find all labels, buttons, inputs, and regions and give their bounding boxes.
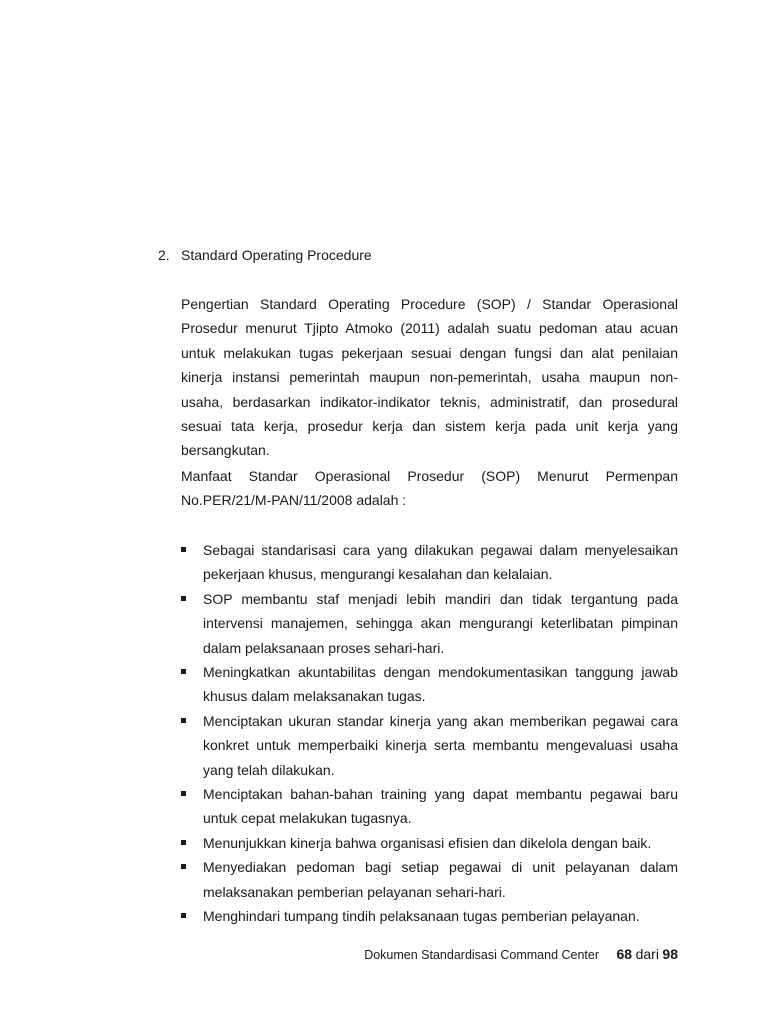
list-item xyxy=(181,587,678,660)
list-item xyxy=(181,709,678,782)
list-item xyxy=(181,904,678,928)
bullet-square-icon xyxy=(181,831,203,855)
bullet-square-icon xyxy=(181,538,203,587)
list-item xyxy=(181,855,678,904)
list-item-text: SOP membantu staf menjadi lebih mandiri dan tidak tergantung pada intervensi manajemen, sehingga akan mengurangi keterlibatan pimpinan dalam pelaksanaan proses sehari-hari. xyxy=(203,590,678,656)
section-heading xyxy=(158,245,678,265)
bullet-square-icon xyxy=(181,855,203,904)
definition-paragraph: Pengertian Standard Operating Procedure (SOP) / Standar Operasional Prosedur menurut Tjipto Atmoko (2011) adalah suatu pedoman atau acuan untuk melakukan tugas pekerjaan sesuai dengan fungsi dan alat penilaian kinerja instansi pemerintah maupun non-pemerintah, usaha maupun non-usaha, berdasarkan indikator-indikator teknis, administratif, dan prosedural sesuai tata kerja, prosedur kerja dan sistem kerja pada unit kerja yang bersangkutan. xyxy=(181,296,678,459)
footer-document-title: Dokumen Standardisasi Command Center xyxy=(364,948,600,962)
list-item-text: Meningkatkan akuntabilitas dengan mendokumentasikan tanggung jawab khusus dalam melaksanakan tugas. xyxy=(203,664,678,705)
bullet-square-icon xyxy=(181,660,203,709)
benefits-intro-paragraph: Manfaat Standar Operasional Prosedur (SOP) Menurut Permenpan No.PER/21/M-PAN/11/2008 adalah : xyxy=(181,468,678,509)
list-item xyxy=(181,538,678,587)
bullet-square-icon xyxy=(181,587,203,660)
list-item-text: Menghindari tumpang tindih pelaksanaan tugas pemberian pelayanan. xyxy=(203,908,640,925)
bullet-square-icon xyxy=(181,709,203,782)
footer-page-current: 68 xyxy=(616,946,633,962)
page-footer xyxy=(364,944,678,965)
section-title: Standard Operating Procedure xyxy=(181,247,372,263)
footer-page-separator: dari xyxy=(635,946,659,962)
list-item-text: Menunjukkan kinerja bahwa organisasi efisien dan dikelola dengan baik. xyxy=(203,834,652,851)
list-item-text: Menyediakan pedoman bagi setiap pegawai di unit pelayanan dalam melaksanakan pemberian pelayanan sehari-hari. xyxy=(203,859,678,900)
list-item xyxy=(181,660,678,709)
section-number: 2. xyxy=(158,247,170,263)
list-item-text: Sebagai standarisasi cara yang dilakukan pegawai dalam menyelesaikan pekerjaan khusus, mengurangi kesalahan dan kelalaian. xyxy=(203,542,678,583)
list-item xyxy=(181,831,678,855)
list-item-text: Menciptakan ukuran standar kinerja yang akan memberikan pegawai cara konkret untuk memperbaiki kinerja serta membantu mengevaluasi usaha yang telah dilakukan. xyxy=(203,712,678,778)
bullet-square-icon xyxy=(181,782,203,831)
bullet-square-icon xyxy=(181,904,203,928)
list-item-text: Menciptakan bahan-bahan training yang dapat membantu pegawai baru untuk cepat melakukan tugasnya. xyxy=(203,786,678,827)
benefits-list xyxy=(181,538,678,929)
footer-page-total: 98 xyxy=(662,946,678,962)
list-item xyxy=(181,782,678,831)
